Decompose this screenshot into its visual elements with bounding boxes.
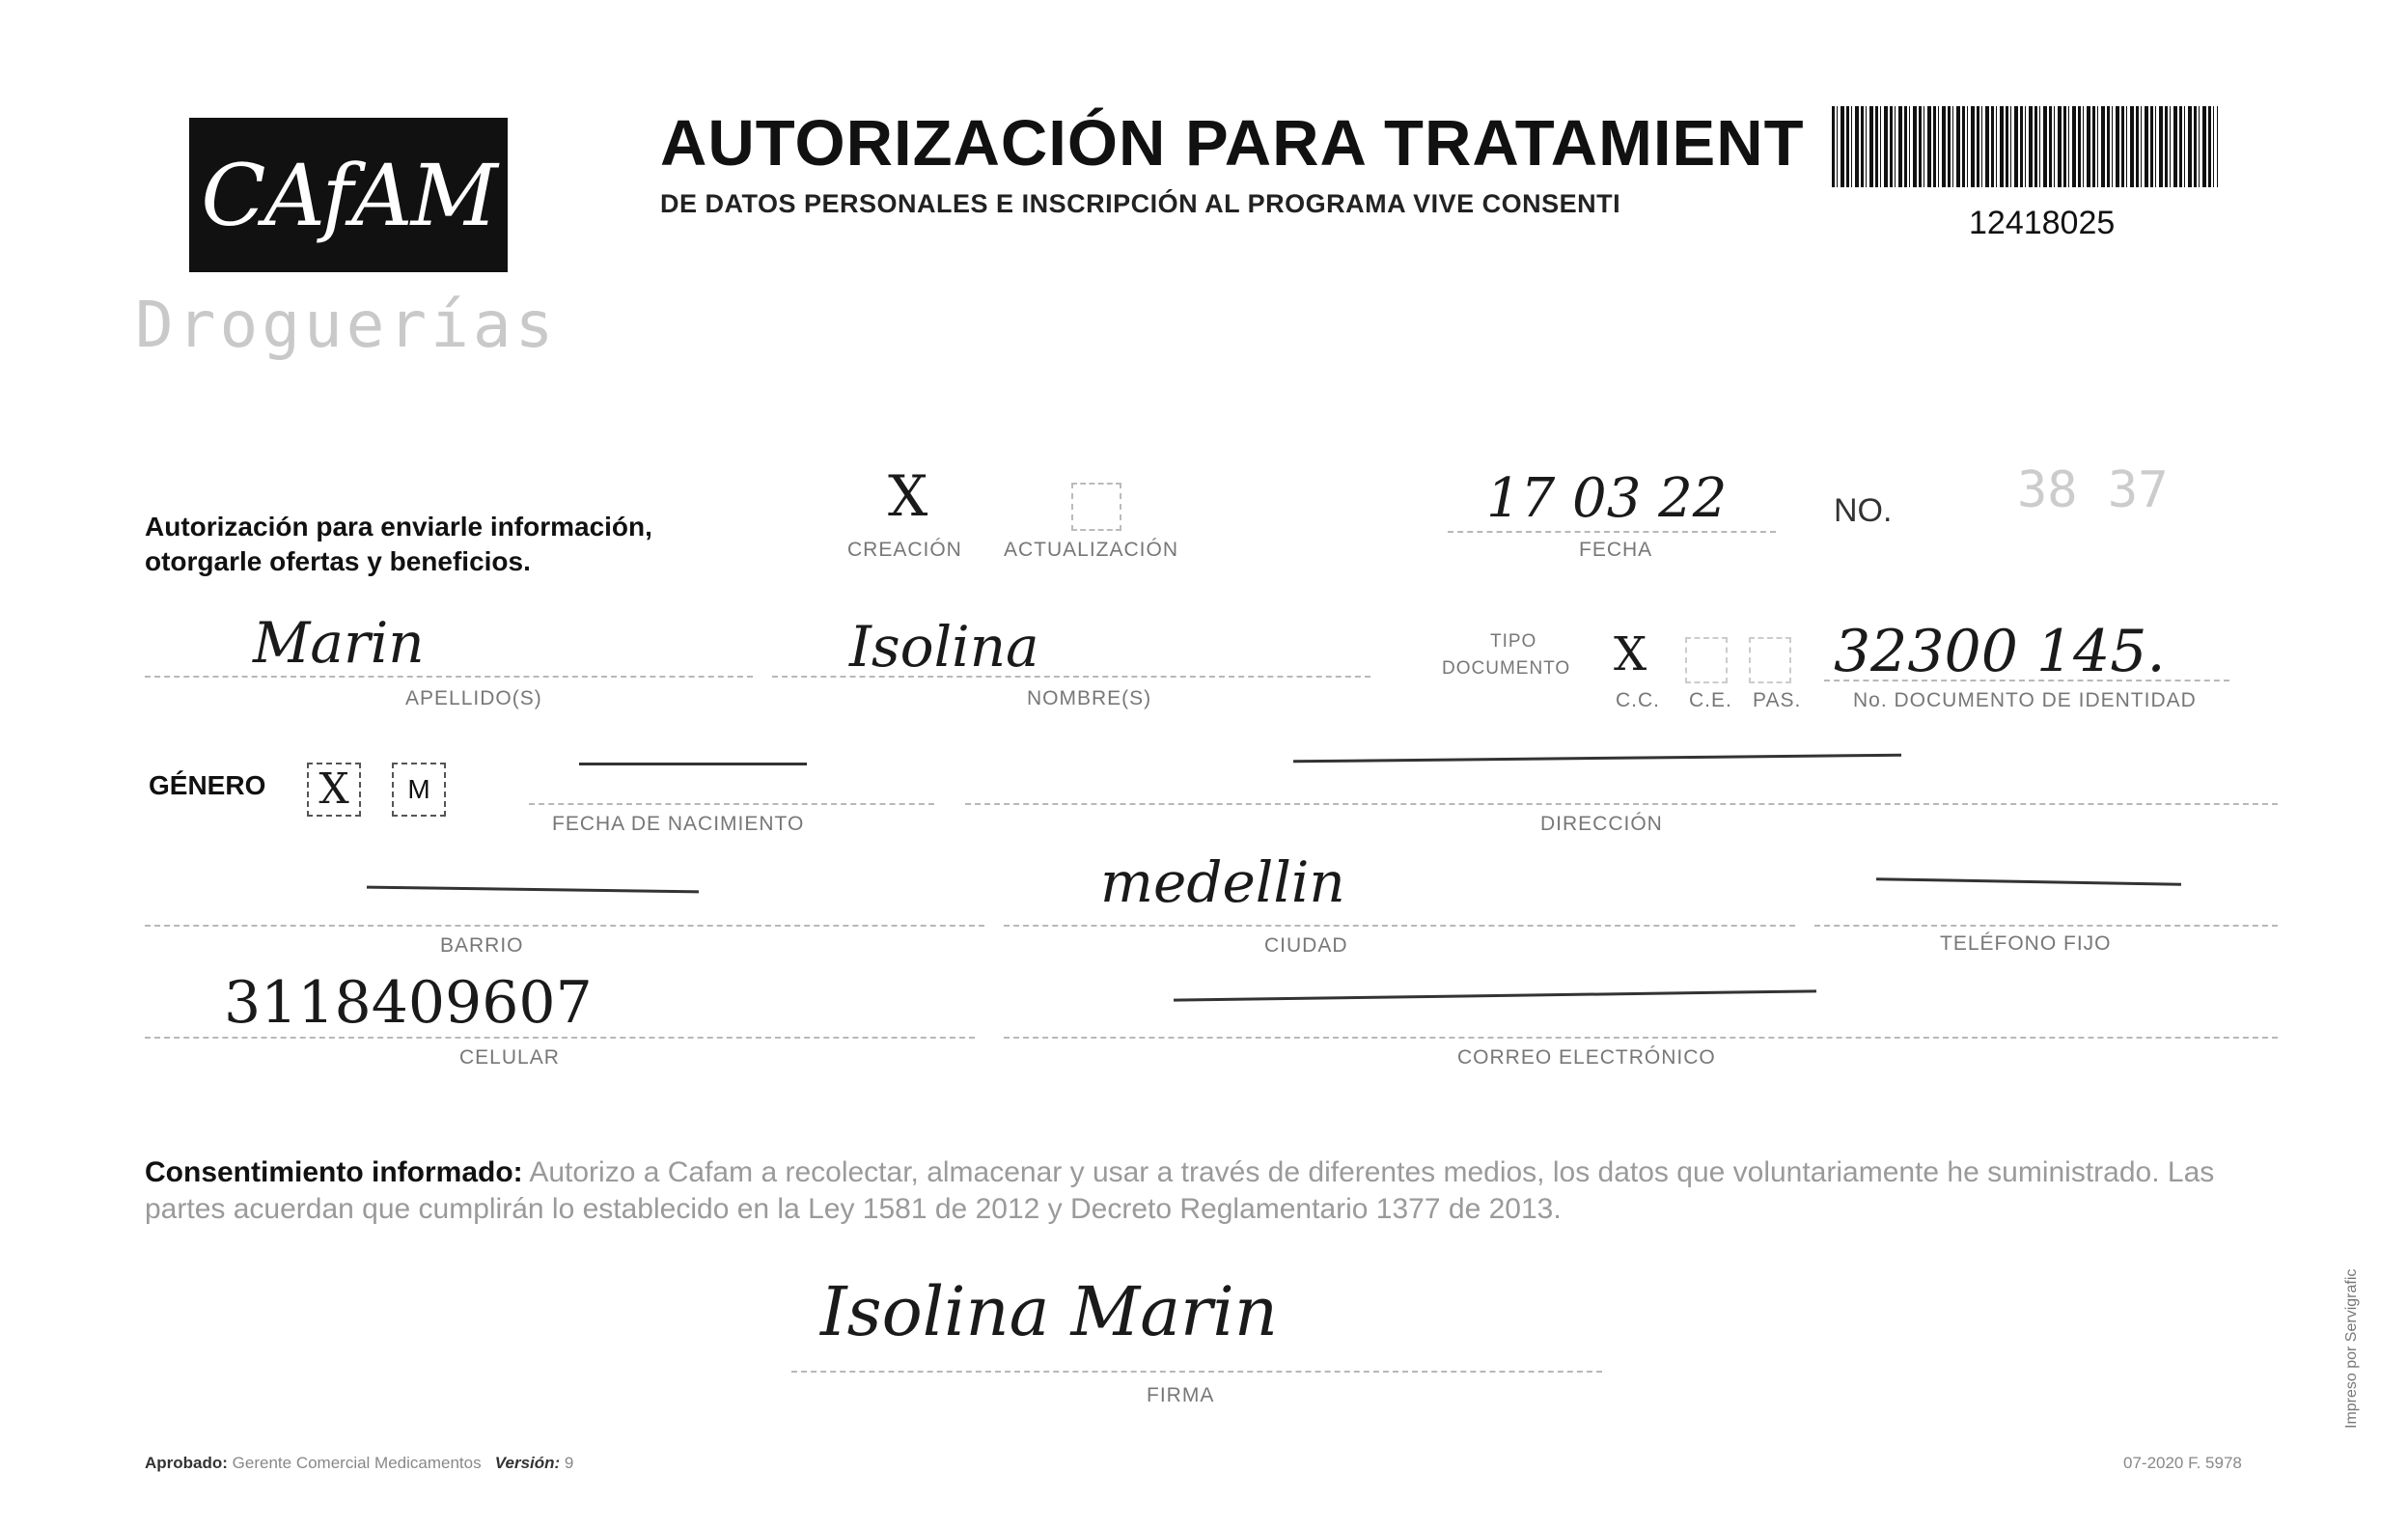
genero-m-checkbox[interactable]: [392, 763, 446, 817]
actualizacion-label: ACTUALIZACIÓN: [1004, 539, 1179, 561]
version-label: Versión:: [494, 1454, 561, 1472]
telefono-stroke: [1876, 877, 2181, 886]
direccion-label: DIRECCIÓN: [1540, 813, 1663, 835]
no-label: NO.: [1834, 492, 1893, 529]
tipo-ce-label: C.E.: [1689, 689, 1732, 711]
signature-label: FIRMA: [1147, 1384, 1215, 1406]
fecha-nacimiento-label: FECHA DE NACIMIENTO: [552, 813, 805, 835]
fecha-nacimiento-line: [529, 803, 934, 805]
apellidos-label: APELLIDO(S): [405, 687, 542, 709]
logo-subtitle: Droguerías: [135, 288, 558, 362]
consent-text: [145, 1154, 2268, 1228]
nombres-value[interactable]: Isolina: [849, 614, 1039, 680]
genero-m-label: M: [407, 774, 430, 804]
ciudad-value[interactable]: medellin: [1100, 849, 1345, 915]
barcode-number: 12418025: [1969, 205, 2116, 241]
auth-text-line2: otorgarle ofertas y beneficios.: [145, 546, 531, 576]
correo-label: CORREO ELECTRÓNICO: [1457, 1046, 1716, 1069]
consent-heading: Consentimiento informado:: [145, 1156, 523, 1188]
actualizacion-checkbox[interactable]: [1071, 483, 1121, 531]
footer-approved: [145, 1454, 573, 1473]
barrio-stroke: [367, 886, 699, 894]
tipo-pas-checkbox[interactable]: [1749, 637, 1791, 683]
aprobado-value: Gerente Comercial Medicamentos: [232, 1454, 482, 1472]
creacion-label: CREACIÓN: [847, 539, 962, 561]
no-value: 38 37: [2017, 461, 2169, 519]
consent-body: Autorizo a Cafam a recolectar, almacenar y usar a través de diferentes medios, los datos que voluntariamente he suministrado. Las partes acuerdan que cumplirán lo establecido en la Ley 1581 de 2012 y Decreto Reglamentario 1377 de 2013.: [145, 1156, 2215, 1225]
celular-value[interactable]: 3118409607: [224, 969, 593, 1037]
documento-line: [1824, 680, 2229, 681]
telefono-line: [1814, 925, 2278, 927]
ciudad-label: CIUDAD: [1264, 934, 1348, 957]
fecha-label: FECHA: [1579, 539, 1653, 561]
apellidos-line: [145, 676, 753, 678]
version-value: 9: [564, 1454, 574, 1472]
footer-code: 07-2020 F. 5978: [2123, 1454, 2242, 1472]
correo-line: [1004, 1037, 2278, 1039]
nombres-label: NOMBRE(S): [1027, 687, 1152, 709]
fecha-line: [1448, 531, 1776, 533]
direccion-stroke: [1293, 754, 1901, 764]
tipo-label-2: DOCUMENTO: [1442, 658, 1571, 679]
genero-f-mark: X: [318, 764, 349, 814]
correo-stroke: [1174, 989, 1816, 1001]
fecha-value[interactable]: 17 03 22: [1486, 467, 1728, 530]
direccion-line: [965, 803, 2278, 805]
creacion-checkbox[interactable]: X: [888, 463, 928, 529]
form-subtitle: DE DATOS PERSONALES E INSCRIPCIÓN AL PROGRAMA VIVE CONSENTI: [660, 189, 1621, 218]
printer-side-text: Impreso por Servigrafic: [2343, 1268, 2360, 1429]
nombres-line: [772, 676, 1370, 678]
tipo-label-1: TIPO: [1490, 631, 1537, 652]
cafam-logo: [189, 118, 508, 272]
genero-f-checkbox[interactable]: [307, 763, 361, 817]
form-title: AUTORIZACIÓN PARA TRATAMIENT: [660, 107, 1805, 180]
celular-label: CELULAR: [459, 1046, 560, 1069]
logo-text: CAfAM: [201, 145, 496, 245]
barrio-label: BARRIO: [440, 934, 524, 957]
signature-line: [791, 1371, 1602, 1373]
telefono-label: TELÉFONO FIJO: [1940, 932, 2112, 955]
aprobado-label: Aprobado:: [145, 1454, 228, 1472]
genero-label: GÉNERO: [149, 770, 266, 800]
ciudad-line: [1004, 925, 1795, 927]
documento-value[interactable]: 32300 145.: [1834, 618, 2166, 685]
tipo-cc-label: C.C.: [1616, 689, 1660, 711]
signature-value[interactable]: Isolina Marin: [820, 1272, 1278, 1351]
tipo-pas-label: PAS.: [1753, 689, 1802, 711]
fecha-nacimiento-stroke: [579, 763, 807, 765]
celular-line: [145, 1037, 975, 1039]
apellidos-value[interactable]: Marin: [253, 610, 425, 676]
auth-text-line1: Autorización para enviarle información,: [145, 512, 652, 542]
tipo-ce-checkbox[interactable]: [1685, 637, 1728, 683]
barcode: [1832, 106, 2218, 187]
tipo-cc-checkbox[interactable]: X: [1614, 627, 1647, 681]
barrio-line: [145, 925, 984, 927]
documento-label: No. DOCUMENTO DE IDENTIDAD: [1853, 689, 2197, 711]
